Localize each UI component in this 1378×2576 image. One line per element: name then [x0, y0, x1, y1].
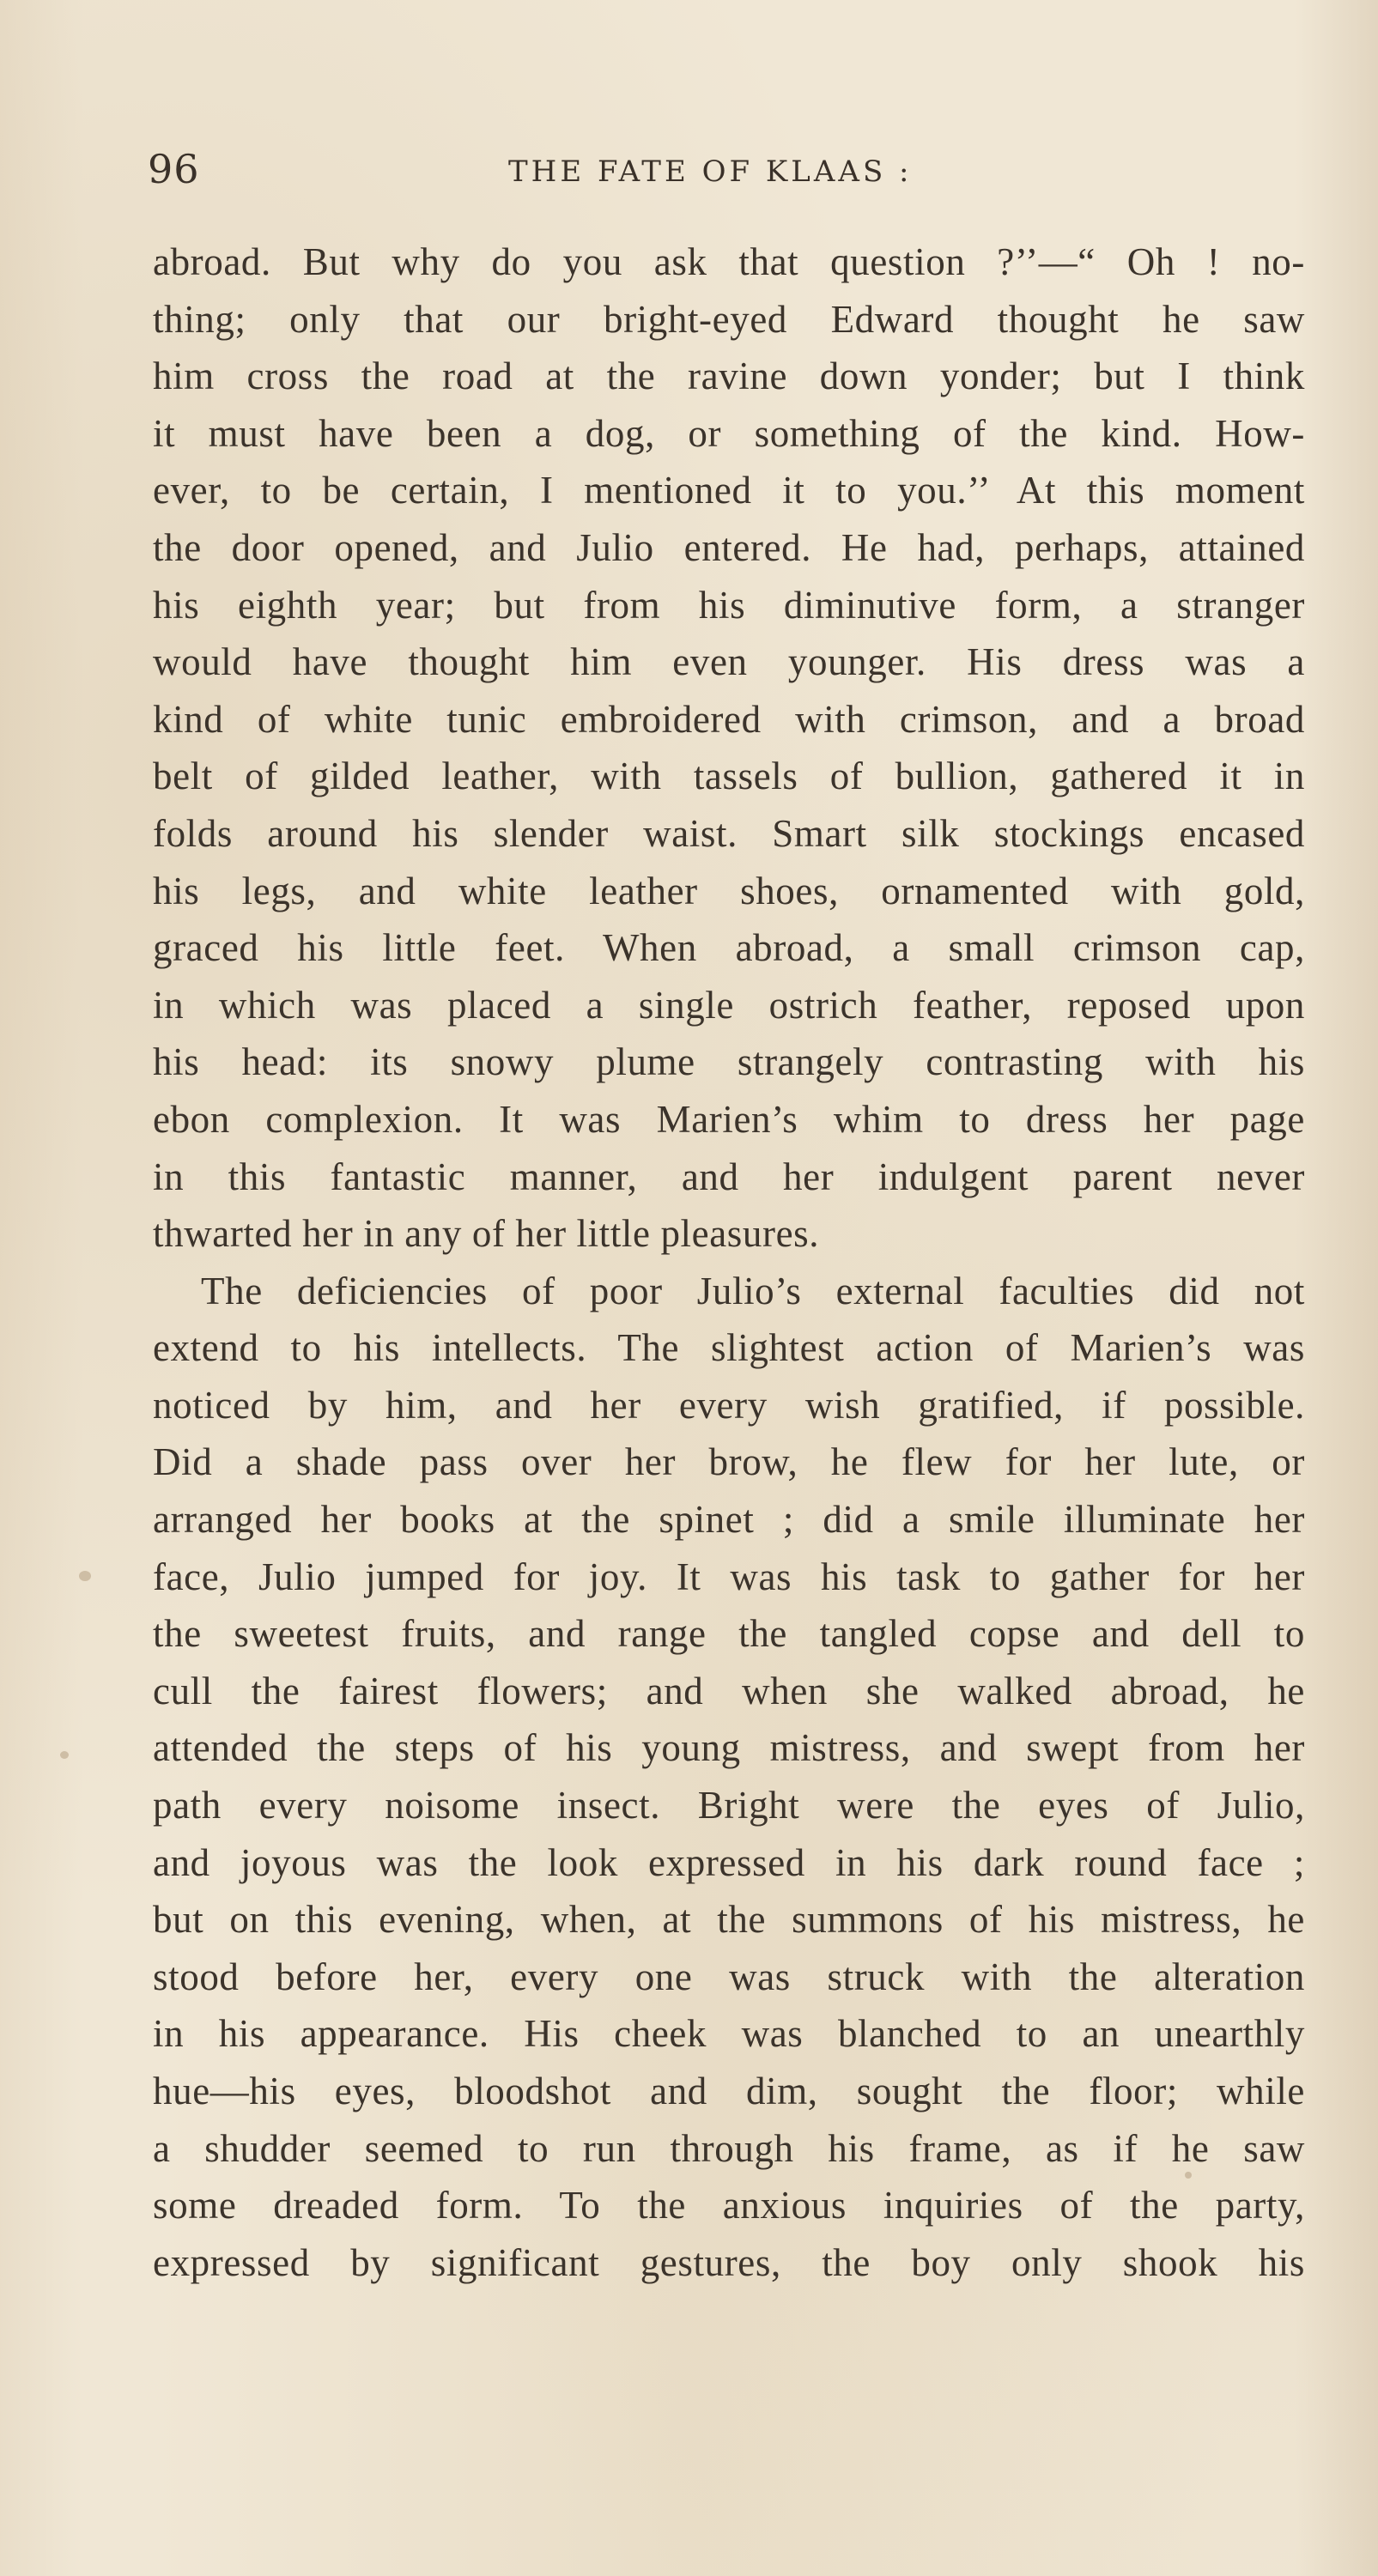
text-line: some dreaded form. To the anxious inquiries of the party, [153, 2184, 1305, 2227]
running-head [148, 146, 1305, 206]
text-line: his head: its snowy plume strangely contrasting with his [153, 1040, 1305, 1084]
text-line: his legs, and white leather shoes, ornamented with gold, [153, 869, 1305, 912]
text-line: the door opened, and Julio entered. He had, perhaps, attained [153, 525, 1305, 569]
foxing-spot [79, 1571, 91, 1581]
text-line: graced his little feet. When abroad, a small crimson cap, [153, 926, 1305, 970]
text-line: but on this evening, when, at the summons of his mistress, he [153, 1898, 1305, 1942]
text-line: abroad. But why do you ask that question ?’’—“ Oh ! no- [153, 240, 1305, 283]
text-line: attended the steps of his young mistress, and swept from her [153, 1726, 1305, 1770]
text-line: in which was placed a single ostrich feather, reposed upon [153, 983, 1305, 1027]
text-line: noticed by him, and her every wish gratified, if possible. [153, 1383, 1305, 1427]
paragraph-start-line: The deficiencies of poor Julio’s external faculties did not [201, 1269, 1305, 1312]
text-line: ebon complexion. It was Marien’s whim to dress her page [153, 1097, 1305, 1141]
paragraph-end-line: thwarted her in any of her little pleasures. [153, 1212, 820, 1256]
text-line: in this fantastic manner, and her indulgent parent never [153, 1155, 1305, 1198]
text-line: path every noisome insect. Bright were the eyes of Julio, [153, 1784, 1305, 1827]
text-line: thing; only that our bright-eyed Edward thought he saw [153, 297, 1305, 341]
chapter-title: THE FATE OF KLAAS : [508, 155, 913, 189]
text-line: the sweetest fruits, and range the tangled copse and dell to [153, 1612, 1305, 1656]
text-line: would have thought him even younger. His dress was a [153, 640, 1305, 684]
text-line: folds around his slender waist. Smart silk stockings encased [153, 811, 1305, 855]
text-line: him cross the road at the ravine down yonder; but I think [153, 355, 1305, 398]
text-line: extend to his intellects. The slightest action of Marien’s was [153, 1326, 1305, 1370]
body-text [153, 233, 1305, 2291]
text-line: expressed by significant gestures, the boy only shook his [153, 2240, 1305, 2284]
text-line: in his appearance. His cheek was blanched to an unearthly [153, 2012, 1305, 2056]
text-line: cull the fairest flowers; and when she walked abroad, he [153, 1669, 1305, 1712]
text-line: a shudder seemed to run through his frame, as if he saw [153, 2126, 1305, 2170]
text-line: his eighth year; but from his diminutive form, a stranger [153, 583, 1305, 627]
text-line: ever, to be certain, I mentioned it to you.’’ At this moment [153, 469, 1305, 512]
text-line: arranged her books at the spinet ; did a smile illuminate her [153, 1498, 1305, 1542]
text-line: it must have been a dog, or something of the kind. How- [153, 411, 1305, 455]
text-line: stood before her, every one was struck with the alteration [153, 1955, 1305, 1998]
text-line: face, Julio jumped for joy. It was his task to gather for her [153, 1555, 1305, 1598]
page-number: 96 [148, 146, 200, 192]
text-line: Did a shade pass over her brow, he flew for her lute, or [153, 1440, 1305, 1484]
foxing-spot [60, 1751, 69, 1759]
text-line: and joyous was the look expressed in his dark round face ; [153, 1840, 1305, 1884]
text-line: hue—his eyes, bloodshot and dim, sought the floor; while [153, 2070, 1305, 2112]
text-line: belt of gilded leather, with tassels of bullion, gathered it in [153, 755, 1305, 798]
text-line: kind of white tunic embroidered with crimson, and a broad [153, 697, 1305, 741]
